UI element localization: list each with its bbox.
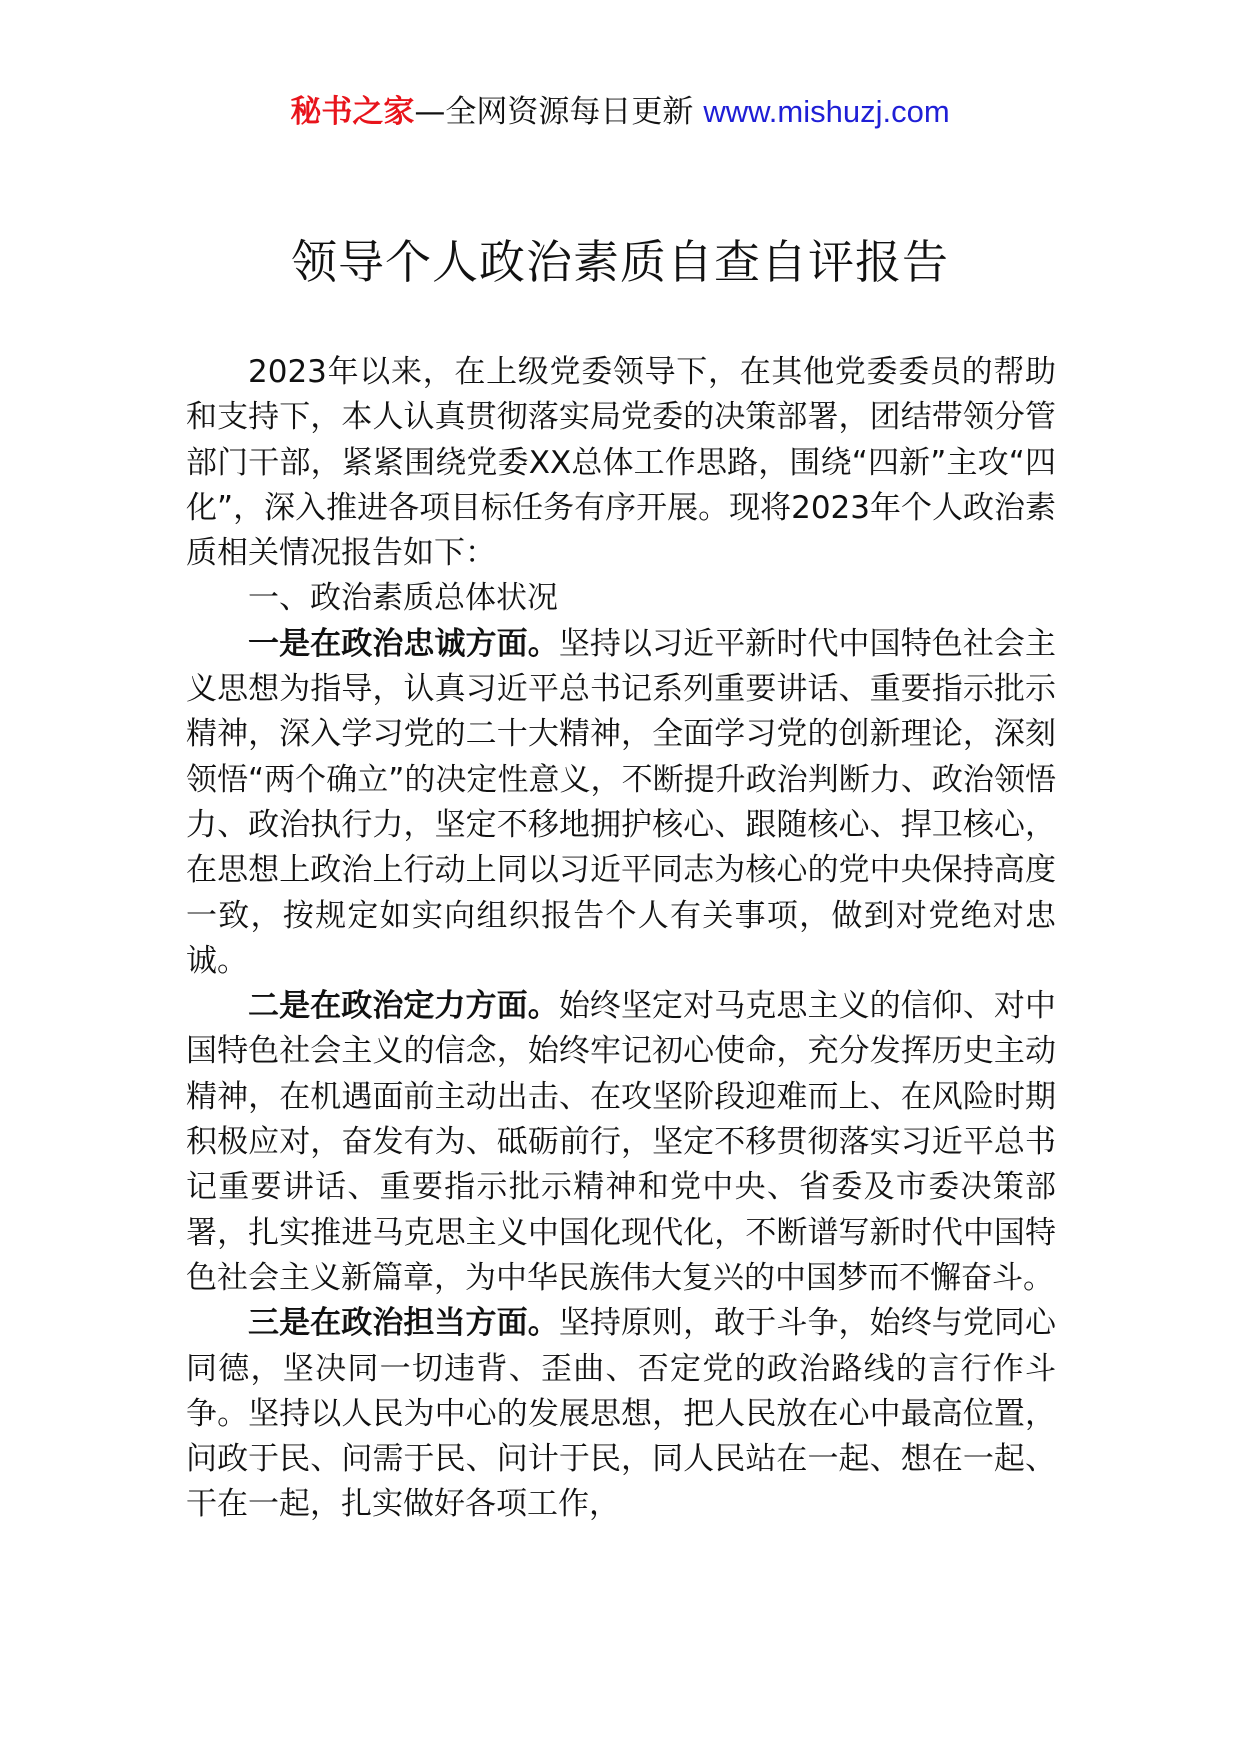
paragraph-lead: 三是在政治担当方面。 (248, 1305, 559, 1342)
paragraph-lead: 一是在政治忠诚方面。 (248, 625, 559, 662)
document-body (186, 350, 1056, 1528)
paragraph-body: 始终坚定对马克思主义的信仰、对中国特色社会主义的信念，始终牢记初心使命，充分发挥历史主动精神，在机遇面前主动出击、在攻坚阶段迎难而上、在风险时期积极应对，奋发有为、砥砺前行，坚定不移贯彻落实习近平总书记重要讲话、重要指示批示精神和党中央、省委及市委决策部署，扎实推进马克思主义中国化现代化，不断谱写新时代中国特色社会主义新篇章，为中华民族伟大复兴的中国梦而不懈奋斗。 (186, 988, 1057, 1296)
paragraph-political-responsibility (186, 1301, 1056, 1527)
paragraph-body: 坚持原则，敢于斗争，始终与党同心同德，坚决同一切违背、歪曲、否定党的政治路线的言行作斗争。坚持以人民为中心的发展思想，把人民放在心中最高位置，问政于民、问需于民、问计于民，同人民站在一起、想在一起、干在一起，扎实做好各项工作， (186, 1305, 1057, 1523)
paragraph-political-resolve (186, 984, 1056, 1301)
paragraph-lead: 二是在政治定力方面。 (248, 988, 559, 1025)
site-link[interactable]: www.mishuzj.com (703, 94, 950, 129)
paragraph-political-loyalty (186, 622, 1056, 984)
site-header (0, 92, 1240, 132)
brand-name: 秘书之家 (290, 94, 415, 130)
intro-paragraph: 2023年以来，在上级党委领导下，在其他党委委员的帮助和支持下，本人认真贯彻落实局党委的决策部署，团结带领分管部门干部，紧紧围绕党委XX总体工作思路，围绕“四新”主攻“四化”，深入推进各项目标任务有序开展。现将2023年个人政治素质相关情况报告如下： (186, 354, 1056, 572)
section-heading: 一、政治素质总体状况 (248, 580, 558, 617)
document-title: 领导个人政治素质自查自评报告 (291, 235, 949, 289)
header-slogan: —全网资源每日更新 (414, 94, 694, 130)
paragraph-body: 坚持以习近平新时代中国特色社会主义思想为指导，认真习近平总书记系列重要讲话、重要指示批示精神，深入学习党的二十大精神，全面学习党的创新理论，深刻领悟“两个确立”的决定性意义，不断提升政治判断力、政治领悟力、政治执行力，坚定不移地拥护核心、跟随核心、捍卫核心，在思想上政治上行动上同以习近平同志为核心的党中央保持高度一致，按规定如实向组织报告个人有关事项，做到对党绝对忠诚。 (186, 625, 1057, 979)
